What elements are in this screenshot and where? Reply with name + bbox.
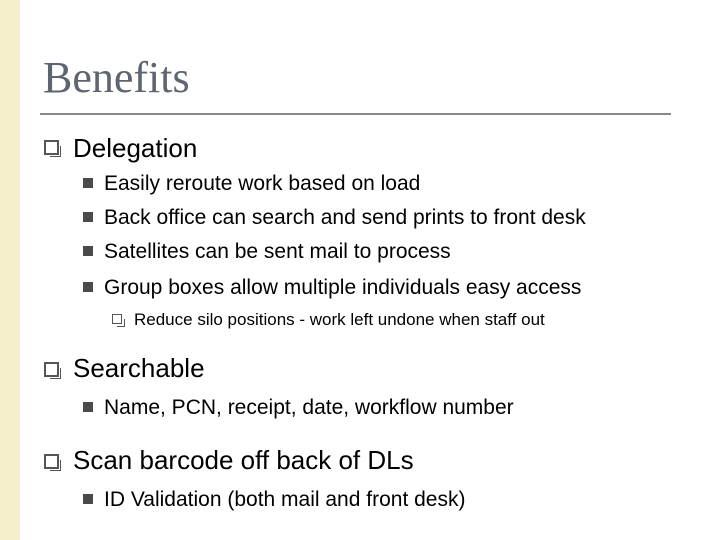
sub-bullet-search-fields: Name, PCN, receipt, date, workflow number bbox=[104, 396, 514, 419]
filled-square-bullet-icon bbox=[83, 178, 93, 188]
bullet-searchable: Searchable bbox=[73, 353, 205, 383]
bullet-delegation: Delegation bbox=[73, 133, 198, 163]
sub-bullet-group-boxes: Group boxes allow multiple individuals easy access bbox=[104, 276, 582, 299]
hollow-square-bullet-icon bbox=[44, 454, 59, 469]
hollow-square-bullet-icon bbox=[44, 362, 59, 377]
hollow-square-bullet-icon bbox=[44, 140, 59, 155]
filled-square-bullet-icon bbox=[83, 246, 93, 256]
filled-square-bullet-icon bbox=[83, 282, 93, 292]
sub-sub-bullet-silo: Reduce silo positions - work left undone when staff out bbox=[134, 310, 545, 329]
sub-bullet-back-office: Back office can search and send prints to front desk bbox=[104, 206, 586, 229]
title-divider bbox=[40, 113, 671, 115]
hollow-square-bullet-icon bbox=[112, 314, 122, 324]
sub-bullet-satellites: Satellites can be sent mail to process bbox=[104, 240, 451, 263]
bullet-scan-barcode: Scan barcode off back of DLs bbox=[73, 445, 414, 475]
sub-bullet-reroute: Easily reroute work based on load bbox=[104, 172, 421, 195]
filled-square-bullet-icon bbox=[83, 494, 93, 504]
sub-bullet-id-validation: ID Validation (both mail and front desk) bbox=[104, 488, 466, 511]
slide-accent-bar bbox=[0, 0, 20, 540]
filled-square-bullet-icon bbox=[83, 212, 93, 222]
filled-square-bullet-icon bbox=[83, 402, 93, 412]
slide-title: Benefits bbox=[43, 53, 190, 102]
